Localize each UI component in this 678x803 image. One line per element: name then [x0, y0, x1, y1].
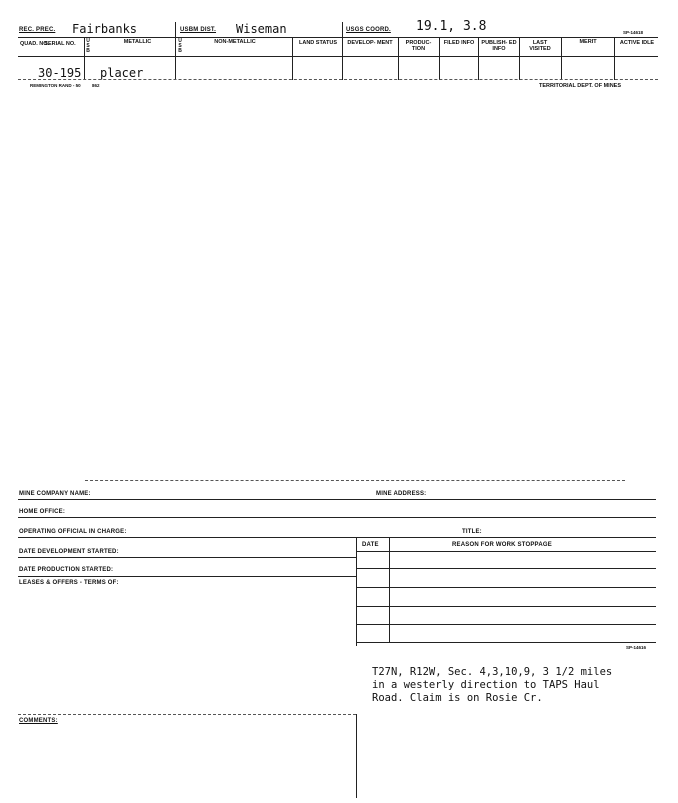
col-metallic: METALLIC [123, 39, 152, 45]
date-development-label: DATE DEVELOPMENT STARTED: [19, 549, 119, 555]
reason-col-header: REASON FOR WORK STOPPAGE [452, 542, 552, 548]
comments-label: COMMENTS: [19, 718, 58, 724]
home-office-label: HOME OFFICE: [19, 509, 66, 515]
usbm-dist-label: USBM DIST. [180, 27, 217, 33]
usgs-coord-label: USGS COORD. [346, 27, 391, 33]
dept-label: TERRITORIAL DEPT. OF MINES [539, 83, 621, 89]
col-non-metallic: NON-METALLIC [214, 39, 256, 45]
col-serial-no: SERIAL NO. [44, 41, 76, 47]
col-merit: MERIT [579, 39, 597, 45]
col-usb-right: U S B [178, 38, 182, 54]
title-label: TITLE: [462, 529, 482, 535]
col-last-visited: LAST VISITED [529, 40, 551, 52]
rec-prec-label: REC. PREC. [19, 27, 56, 33]
printer-code: 862 [92, 83, 100, 88]
usbm-dist-value: Wiseman [236, 22, 287, 36]
printer-label: REMINGTON RAND - 50 [30, 83, 81, 88]
usgs-coord-value: 19.1, 3.8 [416, 19, 487, 34]
date-production-label: DATE PRODUCTION STARTED: [19, 567, 114, 573]
col-published-info: PUBLISH- ED INFO [481, 40, 517, 52]
location-line-1: T27N, R12W, Sec. 4,3,10,9, 3 1/2 miles [372, 666, 613, 678]
leases-label: LEASES & OFFERS - TERMS OF: [19, 580, 119, 586]
col-usb-left: U S B [86, 38, 90, 54]
form-number-top: SP-14618 [623, 30, 644, 35]
rec-prec-value: Fairbanks [72, 22, 138, 36]
col-active-idle: ACTIVE IDLE [619, 40, 655, 46]
operating-official-label: OPERATING OFFICIAL IN CHARGE: [19, 529, 127, 535]
col-land-status: LAND STATUS [299, 40, 337, 46]
mine-company-name-label: MINE COMPANY NAME: [19, 491, 91, 497]
location-line-2: in a westerly direction to TAPS Haul [372, 679, 600, 691]
metallic-value: placer [100, 66, 144, 80]
col-filed-info: FILED INFO [443, 40, 475, 46]
col-production: PRODUC- TION [405, 40, 432, 52]
col-development: DEVELOP- MENT [347, 40, 393, 46]
location-line-3: Road. Claim is on Rosie Cr. [372, 692, 543, 704]
form-number-bottom: SP-14616 [626, 645, 647, 650]
col-quad-no: QUAD. NO. [20, 41, 50, 47]
date-col-header: DATE [362, 542, 379, 548]
mine-address-label: MINE ADDRESS: [376, 491, 427, 497]
serial-value: 30-195 [38, 66, 82, 80]
